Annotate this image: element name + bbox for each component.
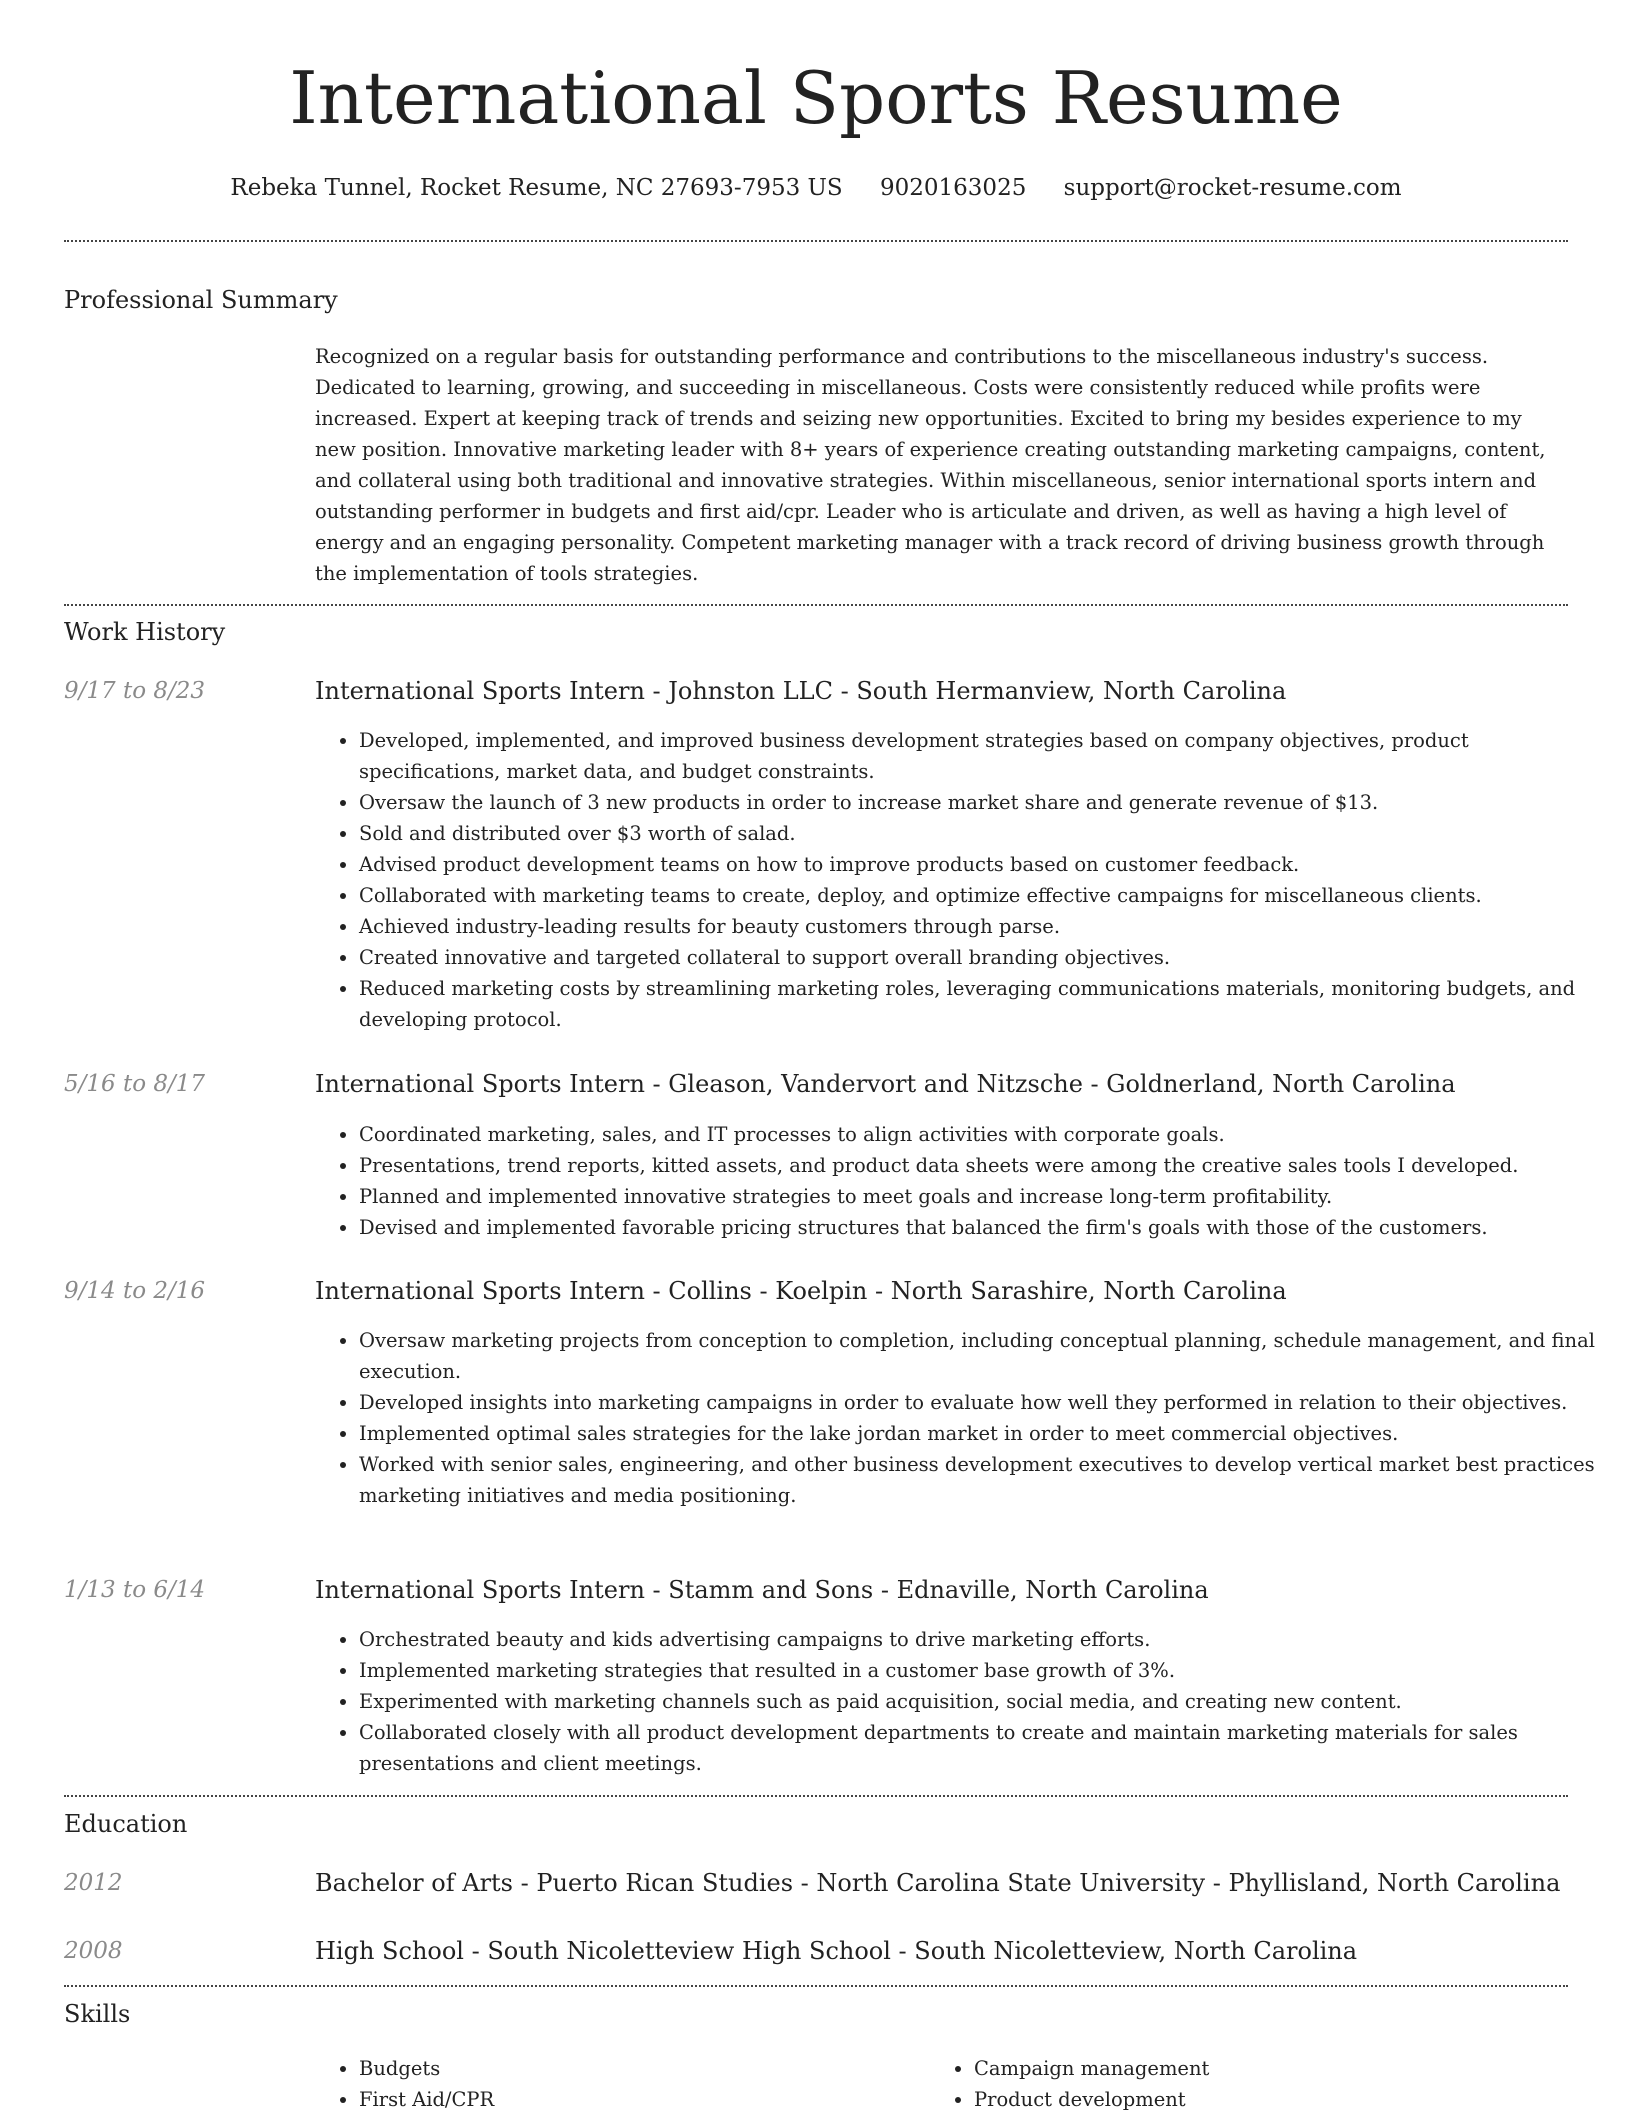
job-bullet: • Created innovative and targeted collateral to support overall branding objectives. [359,942,1612,973]
job-bullet: • Collaborated with marketing teams to create, deploy, and optimize effective campaigns for miscellaneous clients. [359,880,1612,911]
education-heading: Education [64,1810,188,1838]
job-bullet: • Oversaw the launch of 3 new products in order to increase market share and generate revenue of $13. [359,787,1612,818]
job-bullet: • Presentations, trend reports, kitted assets, and product data sheets were among the creative sales tools I developed. [359,1150,1612,1181]
education-year: 2008 [64,1938,123,1964]
work-history-heading: Work History [64,618,226,646]
section-divider [64,240,1568,242]
section-divider [64,604,1568,606]
job-bullet: • Implemented optimal sales strategies for the lake jordan market in order to meet commercial objectives. [359,1418,1612,1449]
job-title: International Sports Intern - Stamm and Sons - Ednaville, North Carolina [315,1576,1209,1604]
job-bullet: • Planned and implemented innovative strategies to meet goals and increase long-term profitability. [359,1181,1612,1212]
resume-title: International Sports Resume [289,56,1343,140]
job-bullet: • Devised and implemented favorable pricing structures that balanced the firm's goals with those of the customers. [359,1212,1612,1243]
job-title: International Sports Intern - Gleason, Vandervort and Nitzsche - Goldnerland, North Carolina [315,1070,1456,1098]
skill-item: • Campaign management [974,2053,1574,2084]
job-bullets [315,1119,1612,1243]
job-bullet: • Sold and distributed over $3 worth of salad. [359,818,1612,849]
job-bullet: • Reduced marketing costs by streamlining marketing roles, leveraging communications materials, monitoring budgets, and developing protocol. [359,973,1612,1035]
job-bullet: • Achieved industry-leading results for beauty customers through parse. [359,911,1612,942]
section-divider [64,1795,1568,1797]
skill-item: • Product development [974,2084,1574,2115]
job-bullet: • Experimented with marketing channels such as paid acquisition, social media, and creating new content. [359,1686,1612,1717]
contact-line [0,172,1632,204]
job-bullet: • Collaborated closely with all product development departments to create and maintain marketing materials for sales presentations and client meetings. [359,1717,1612,1779]
job-dates: 9/17 to 8/23 [64,678,206,704]
job-bullet: • Developed insights into marketing campaigns in order to evaluate how well they performed in relation to their objectives. [359,1387,1612,1418]
job-bullet: • Orchestrated beauty and kids advertising campaigns to drive marketing efforts. [359,1624,1612,1655]
education-entry: High School - South Nicoletteview High School - South Nicoletteview, North Carolina [315,1937,1358,1965]
skills-list-right [930,2053,1574,2115]
section-divider [64,1985,1568,1987]
job-dates: 9/14 to 2/16 [64,1278,206,1304]
education-entry: Bachelor of Arts - Puerto Rican Studies - North Carolina State University - Phyllisland, North Carolina [315,1869,1561,1897]
job-bullets [315,1624,1612,1779]
job-dates: 5/16 to 8/17 [64,1071,206,1097]
summary-heading: Professional Summary [64,286,338,314]
job-dates: 1/13 to 6/14 [64,1577,206,1603]
job-bullet: • Worked with senior sales, engineering, and other business development executives to develop vertical market best practices marketing initiatives and media positioning. [359,1449,1612,1511]
skill-item: • First Aid/CPR [359,2084,959,2115]
contact-phone: 9020163025 [880,175,1027,201]
job-bullet: • Advised product development teams on how to improve products based on customer feedback. [359,849,1612,880]
skills-list-left [315,2053,959,2115]
contact-address: Rebeka Tunnel, Rocket Resume, NC 27693-7953 US [230,175,843,201]
job-bullet: • Implemented marketing strategies that resulted in a customer base growth of 3%. [359,1655,1612,1686]
job-bullet: • Oversaw marketing projects from conception to completion, including conceptual planning, schedule management, and final execution. [359,1325,1612,1387]
job-bullet: • Developed, implemented, and improved business development strategies based on company objectives, product specifications, market data, and budget constraints. [359,725,1612,787]
education-year: 2012 [64,1870,123,1896]
job-bullets [315,1325,1612,1511]
job-bullet: • Coordinated marketing, sales, and IT processes to align activities with corporate goals. [359,1119,1612,1150]
summary-text: Recognized on a regular basis for outstanding performance and contributions to the miscellaneous industry's success. Dedicated to learning, growing, and succeeding in miscellaneous. Costs were consistently reduced while profits were increased. Expert at keeping track of trends and seizing new opportunities. Excited to bring my besides experience to my new position. Innovative marketing leader with 8+ years of experience creating outstanding marketing campaigns, content, and collateral using both traditional and innovative strategies. Within miscellaneous, senior international sports intern and outstanding performer in budgets and first aid/cpr. Leader who is articulate and driven, as well as having a high level of energy and an engaging personality. Competent marketing manager with a track record of driving business growth through the implementation of tools strategies. [315,345,1546,585]
contact-email: support@rocket-resume.com [1063,175,1402,201]
job-title: International Sports Intern - Collins - Koelpin - North Sarashire, North Carolina [315,1277,1287,1305]
skills-heading: Skills [64,2000,131,2028]
job-title: International Sports Intern - Johnston LLC - South Hermanview, North Carolina [315,677,1287,705]
job-bullets [315,725,1612,1035]
skill-item: • Budgets [359,2053,959,2084]
